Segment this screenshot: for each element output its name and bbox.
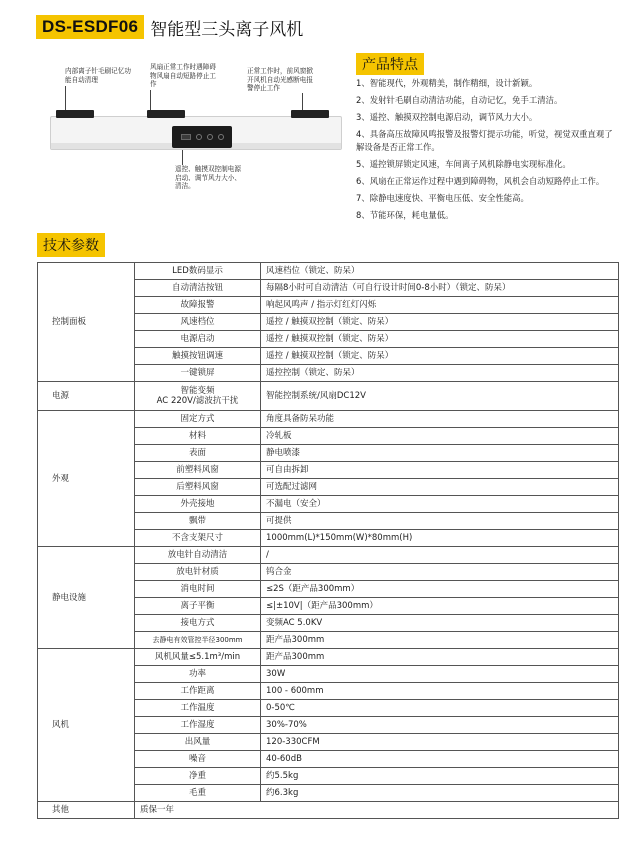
note-window-sensor: 正常工作时，前风窗掀开风机自动光感断电报警停止工作: [247, 67, 313, 92]
value-cell: ≤2S（距产品300mm）: [261, 581, 619, 598]
fan-vent: [147, 110, 185, 118]
led-display: [181, 134, 191, 140]
item-cell: 一键锁屏: [135, 365, 261, 382]
value-cell: 钨合金: [261, 564, 619, 581]
button-icon: [207, 134, 213, 140]
value-cell: 约5.5kg: [261, 768, 619, 785]
value-cell: 角度具备防呆功能: [261, 411, 619, 428]
category-cell: 其他: [38, 802, 135, 819]
item-cell: 去静电有效管控半径300mm: [135, 632, 261, 649]
value-cell: 30%-70%: [261, 717, 619, 734]
item-cell: 毛重: [135, 785, 261, 802]
button-icon: [218, 134, 224, 140]
item-cell: 电源启动: [135, 331, 261, 348]
document-title: [36, 15, 303, 39]
value-cell: 质保一年: [135, 802, 619, 819]
fan-vent: [56, 110, 94, 118]
value-cell: 智能控制系统/风扇DC12V: [261, 382, 619, 411]
item-cell: 工作距离: [135, 683, 261, 700]
table-row: [38, 547, 619, 564]
item-line: 智能变频: [180, 386, 215, 396]
feature-item: 5、遥控锁屏锁定风速，车间离子风机除静电实现标准化。: [356, 159, 571, 169]
control-panel: [172, 126, 232, 148]
feature-item: 6、风扇在正常运作过程中遇到障碍物，风机会自动短路停止工作。: [356, 176, 605, 186]
value-cell: 120-330CFM: [261, 734, 619, 751]
table-row: [38, 802, 619, 819]
value-cell: 静电喷漆: [261, 445, 619, 462]
value-cell: 遥控控制（锁定、防呆）: [261, 365, 619, 382]
value-cell: 可自由拆卸: [261, 462, 619, 479]
note-control-panel: 遥控、触摸双控制电源启动、调节风力大小、清洁。: [175, 165, 241, 190]
category-cell: 外观: [38, 411, 135, 547]
item-cell: 外壳接地: [135, 496, 261, 513]
item-cell: LED数码显示: [135, 263, 261, 280]
features-list: [356, 77, 618, 226]
value-cell: 30W: [261, 666, 619, 683]
feature-item: 1、智能现代，外观精美，制作精细，设计新颖。: [356, 78, 538, 88]
item-line: AC 220V/滤波抗干扰: [156, 396, 239, 406]
value-cell: /: [261, 547, 619, 564]
item-cell: 风速档位: [135, 314, 261, 331]
value-cell: 遥控 / 触摸双控制（锁定、防呆）: [261, 331, 619, 348]
value-cell: 100 - 600mm: [261, 683, 619, 700]
value-cell: 遥控 / 触摸双控制（锁定、防呆）: [261, 348, 619, 365]
item-cell: 噪音: [135, 751, 261, 768]
category-cell: 风机: [38, 649, 135, 802]
item-cell: 不含支架尺寸: [135, 530, 261, 547]
table-row: [38, 382, 619, 411]
button-icon: [196, 134, 202, 140]
item-cell: 放电针自动清洁: [135, 547, 261, 564]
item-cell: 后塑料风窗: [135, 479, 261, 496]
item-cell: 故障报警: [135, 297, 261, 314]
item-cell: 风机风量≤5.1m³/min: [135, 649, 261, 666]
value-cell: 变频AC 5.0KV: [261, 615, 619, 632]
value-cell: 距产品300mm: [261, 632, 619, 649]
value-cell: ≤|±10V|（距产品300mm）: [261, 598, 619, 615]
item-cell: 离子平衡: [135, 598, 261, 615]
product-name: 智能型三头离子风机: [150, 19, 304, 40]
item-cell: 接电方式: [135, 615, 261, 632]
category-cell: 静电设施: [38, 547, 135, 649]
value-cell: 距产品300mm: [261, 649, 619, 666]
value-cell: 可选配过滤网: [261, 479, 619, 496]
category-cell: 电源: [38, 382, 135, 411]
note-obstacle-stop: 风扇正常工作时遇障碍物风扇自动短路停止工作: [150, 63, 216, 88]
item-cell: 固定方式: [135, 411, 261, 428]
value-cell: 40-60dB: [261, 751, 619, 768]
feature-item: 2、发射针毛刷自动清洁功能，自动记忆，免手工清洁。: [356, 95, 563, 105]
value-cell: 每隔8小时可自动清洁（可自行设计时间0-8小时）（锁定、防呆）: [261, 280, 619, 297]
leader-line: [150, 90, 151, 112]
feature-item: 8、节能环保，耗电量低。: [356, 210, 454, 220]
ion-fan-illustration: [50, 112, 342, 150]
table-row: [38, 411, 619, 428]
item-cell: 放电针材质: [135, 564, 261, 581]
value-cell: 1000mm(L)*150mm(W)*80mm(H): [261, 530, 619, 547]
features-heading: 产品特点: [356, 53, 424, 75]
model-number: DS-ESDF06: [36, 15, 144, 39]
leader-line: [182, 150, 183, 165]
value-cell: 响起风鸣声 / 指示灯红灯闪烁: [261, 297, 619, 314]
specs-heading: 技术参数: [37, 233, 105, 257]
item-cell: 自动清洁按钮: [135, 280, 261, 297]
item-cell: [135, 382, 261, 411]
value-cell: 风速档位（锁定、防呆）: [261, 263, 619, 280]
leader-line: [65, 86, 66, 112]
item-cell: 飘带: [135, 513, 261, 530]
value-cell: 约6.3kg: [261, 785, 619, 802]
category-cell: 控制面板: [38, 263, 135, 382]
item-cell: 工作温度: [135, 700, 261, 717]
item-cell: 功率: [135, 666, 261, 683]
item-cell: 前塑料风窗: [135, 462, 261, 479]
table-row: [38, 649, 619, 666]
value-cell: 0-50℃: [261, 700, 619, 717]
item-cell: 工作湿度: [135, 717, 261, 734]
feature-item: 4、具备高压故障风鸣报警及报警灯提示功能，听觉，视觉双重直观了解设备是否正常工作。: [356, 129, 613, 152]
value-cell: 不漏电（安全）: [261, 496, 619, 513]
feature-item: 7、除静电速度快、平衡电压低、安全性能高。: [356, 193, 529, 203]
item-cell: 出风量: [135, 734, 261, 751]
note-brush-cleaning: 内部离子针毛刷记忆功能自动清理: [65, 67, 131, 84]
item-cell: 材料: [135, 428, 261, 445]
fan-vent: [291, 110, 329, 118]
item-cell: 净重: [135, 768, 261, 785]
item-cell: 消电时间: [135, 581, 261, 598]
feature-item: 3、遥控、触摸双控制电源启动，调节风力大小。: [356, 112, 538, 122]
item-cell: 表面: [135, 445, 261, 462]
value-cell: 遥控 / 触摸双控制（锁定、防呆）: [261, 314, 619, 331]
value-cell: 冷轧板: [261, 428, 619, 445]
table-row: [38, 263, 619, 280]
spec-table: [37, 262, 619, 819]
item-cell: 触摸按钮调速: [135, 348, 261, 365]
value-cell: 可提供: [261, 513, 619, 530]
